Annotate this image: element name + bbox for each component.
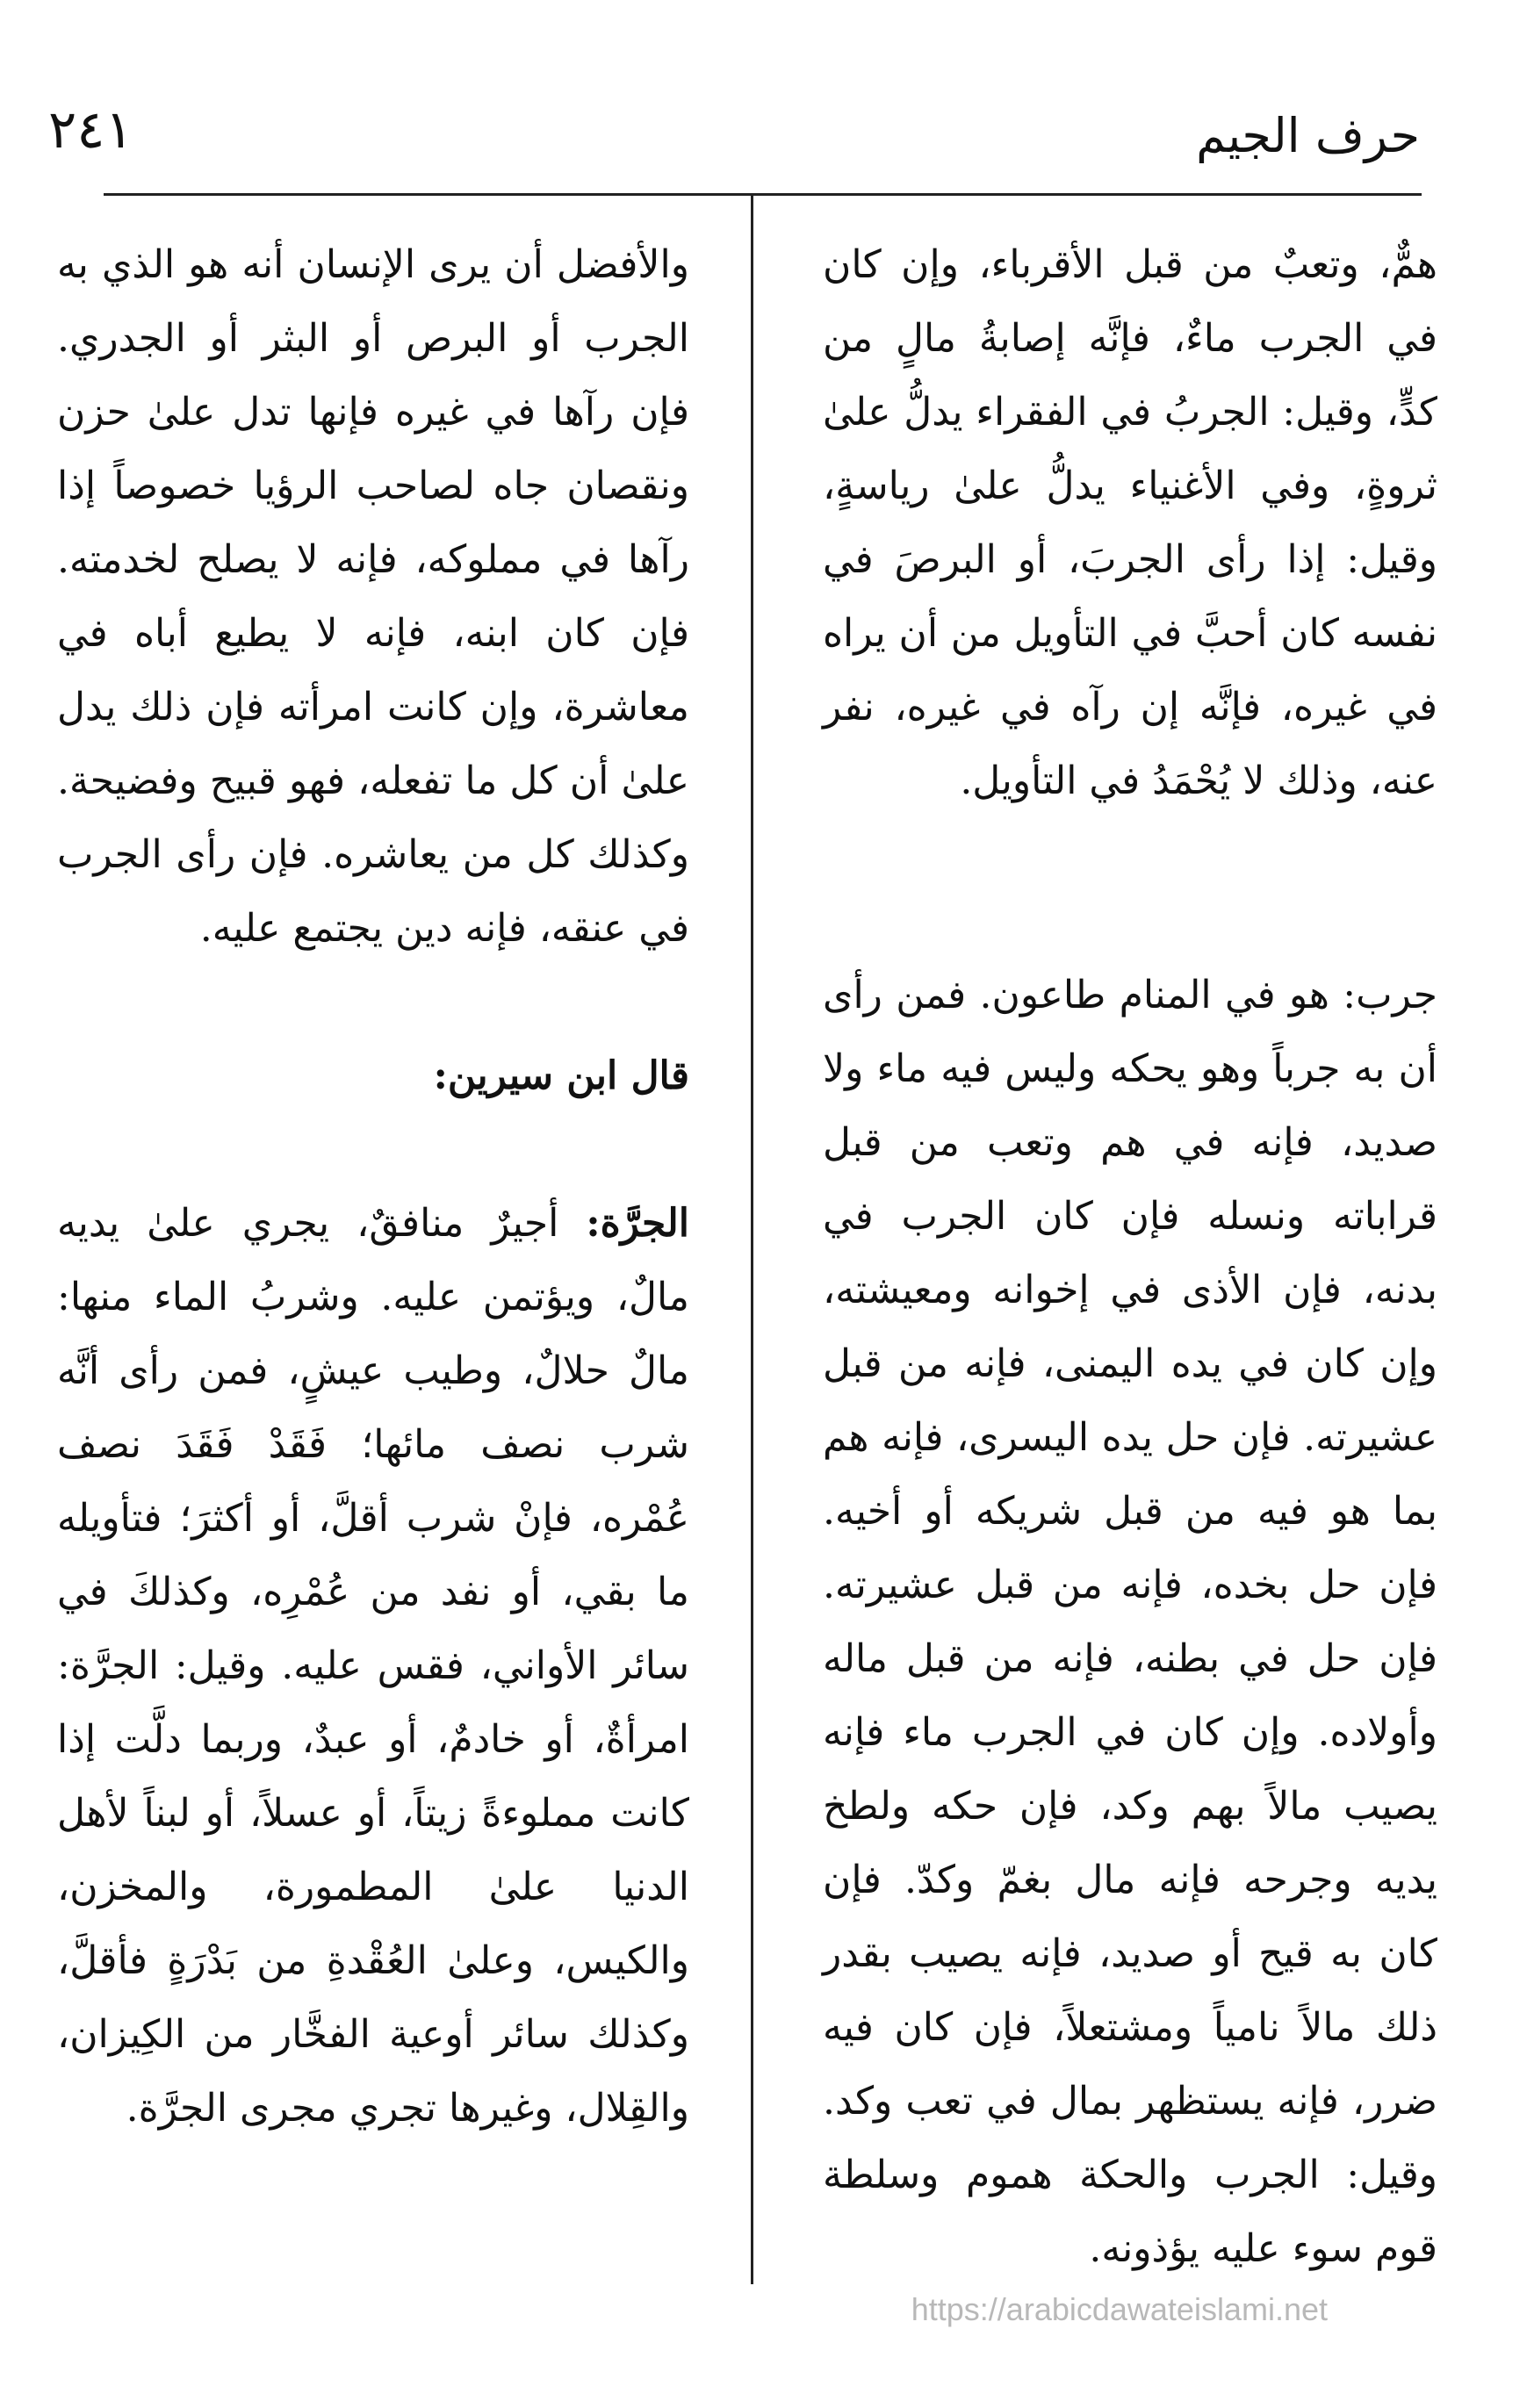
right-column-paragraph-1: همٌّ، وتعبٌ من قبل الأقرباء، وإن كان في الجرب ماءٌ، فإنَّه إصابةُ مالٍ من كدٍّ، وقيل: الجربُ في الفقراء يدلُّ علىٰ ثروةٍ، وفي الأغنياء يدلُّ علىٰ رياسةٍ، وقيل: إذا رأى الجربَ، أو البرصَ في نفسه كان أحبَّ في التأويل من أن يراه في غيره، فإنَّه إن رآه في غيره، نفر عنه، وذلك لا يُحْمَدُ في التأويل.: [823, 242, 1437, 803]
right-column: [823, 228, 1437, 2286]
left-column: [57, 228, 689, 2146]
left-column-paragraph-1: والأفضل أن يرى الإنسان أنه هو الذي به الجرب أو البرص أو البثر أو الجدري. فإن رآها في غيره فإنها تدل علىٰ حزن ونقصان جاه لصاحب الرؤيا خصوصاً إذا رآها في مملوكه، فإنه لا يصلح لخدمته. فإن كان ابنه، فإنه لا يطيع أباه في معاشرة، وإن كانت امرأته فإن ذلك يدل علىٰ أن كل ما تفعله، فهو قبيح وفضيحة. وكذلك كل من يعاشره. فإن رأى الجرب في عنقه، فإنه دين يجتمع عليه.: [57, 242, 689, 951]
header-rule: [104, 193, 1422, 196]
column-divider: [751, 195, 753, 2284]
page-number: ٢٤١: [48, 99, 133, 161]
left-column-paragraph-2: [57, 1187, 689, 2146]
running-title: حرف الجيم: [1196, 108, 1420, 163]
watermark: https://arabicdawateislami.net: [911, 2291, 1328, 2327]
entry-headword: الجرَّة:: [586, 1201, 689, 1246]
entry-body: أجيرٌ منافقٌ، يجري علىٰ يديه مالٌ، ويؤتمن عليه. وشربُ الماء منها: مالٌ حلالٌ، وطيب عيشٍ، فمن رأى أنَّه شرب نصف مائها؛ فَقَدْ فَقَدَ نصف عُمْره، فإنْ شرب أقلَّ، أو أكثرَ؛ فتأويله ما بقي، أو نفد من عُمْرِه، وكذلكَ في سائر الأواني، فقس عليه. وقيل: الجرَّة: امرأةٌ، أو خادمٌ، أو عبدٌ، وربما دلَّت إذا كانت مملوءةً زيتاً، أو عسلاً، أو لبناً لأهل الدنيا علىٰ المطمورة، والمخزن، والكيس، وعلىٰ العُقْدةِ من بَدْرَةٍ فأقلَّ، وكذلك سائر أوعية الفخَّار من الكِيزان، والقِلال، وغيرها تجري مجرى الجرَّة.: [57, 1201, 689, 2131]
right-column-paragraph-2: جرب: هو في المنام طاعون. فمن رأى أن به جرباً وهو يحكه وليس فيه ماء ولا صديد، فإنه في هم وتعب من قبل قراباته ونسله فإن كان الجرب في بدنه، فإن الأذى في إخوانه ومعيشته، وإن كان في يده اليمنى، فإنه من قبل عشيرته. فإن حل يده اليسرى، فإنه هم بما هو فيه من قبل شريكه أو أخيه. فإن حل بخده، فإنه من قبل عشيرته. فإن حل في بطنه، فإنه من قبل ماله وأولاده. وإن كان في الجرب ماء فإنه يصيب مالاً بهم وكد، فإن حكه ولطخ يديه وجرحه فإنه مال بغمّ وكدّ. فإن كان به قيح أو صديد، فإنه يصيب بقدر ذلك مالاً نامياً ومشتعلاً، فإن كان فيه ضرر، فإنه يستظهر بمال في تعب وكد. وقيل: الجرب والحكة هموم وسلطة قوم سوء عليه يؤذونه.: [823, 973, 1437, 2271]
section-heading: قال ابن سيرين:: [433, 1053, 689, 1098]
